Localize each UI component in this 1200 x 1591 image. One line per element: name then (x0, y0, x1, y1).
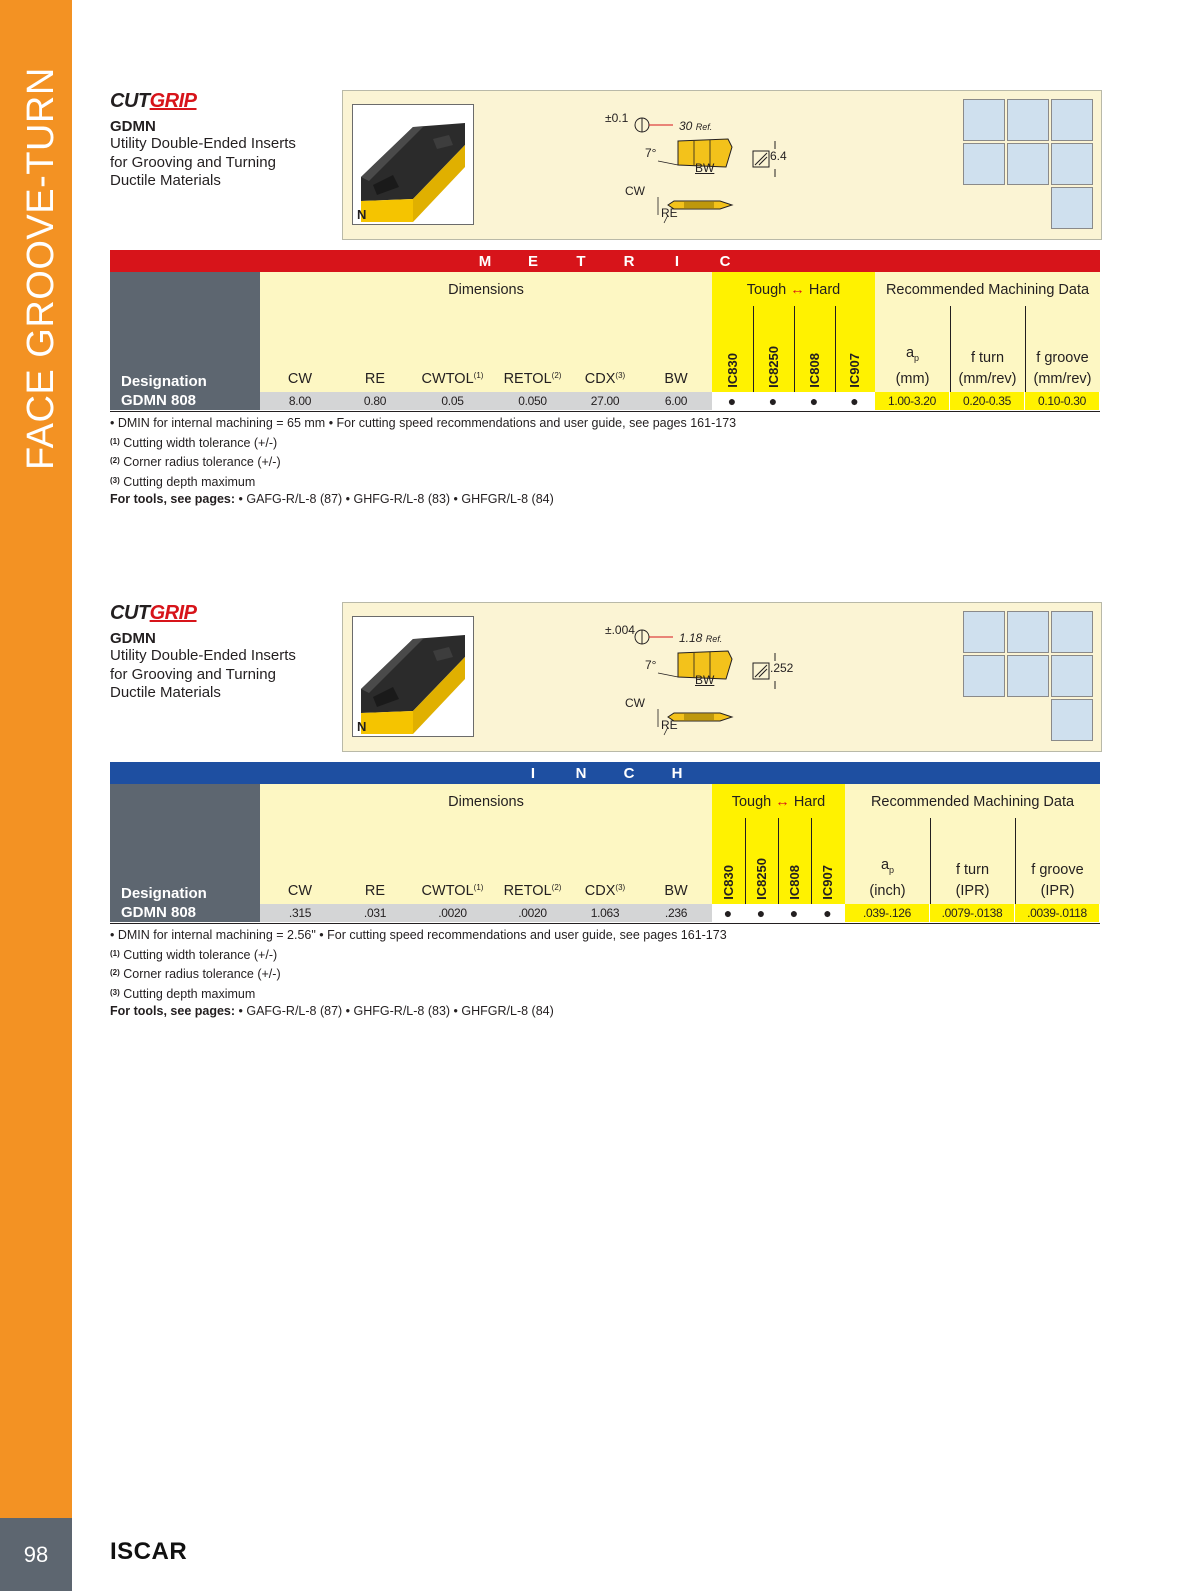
ap-sub: p (914, 353, 920, 363)
photo-label: N (357, 719, 367, 734)
col-cwtol (410, 365, 495, 390)
col-retol (495, 877, 570, 902)
back-turn-icon (1051, 143, 1093, 185)
grade-availability-icon: ● (753, 392, 793, 410)
grade-separator (811, 818, 812, 904)
note-3-sup: (3) (110, 987, 120, 997)
drawing-angle: 7° (645, 658, 657, 672)
band-letter: T (576, 252, 586, 270)
grade-ic808: IC808 (786, 865, 802, 900)
machining-title: Recommended Machining Data (885, 282, 1090, 298)
insert-photo-image (353, 617, 471, 734)
drawing-ref-value: 1.18 (679, 631, 703, 645)
col-fgroove-label: f groove (1031, 862, 1084, 878)
cell-re: .031 (340, 904, 410, 922)
col-cw: CW (287, 883, 313, 899)
grade-availability-icon: ● (811, 904, 844, 922)
col-re: RE (364, 371, 386, 387)
col-fturn-unit: (IPR) (955, 883, 990, 899)
application-icons (963, 99, 1095, 231)
insert-figure-panel (342, 602, 1102, 752)
desc-line: Utility Double-Ended Inserts (110, 135, 296, 152)
turn-face-icon (1051, 99, 1093, 141)
col-bw: BW (664, 371, 688, 387)
cell-ap: .039-.126 (845, 904, 929, 922)
note-1 (110, 945, 727, 965)
machining-separator (1015, 818, 1016, 904)
cdx-sup: (3) (615, 883, 626, 892)
drawing-ref (679, 119, 712, 133)
desc-line: for Grooving and Turning (110, 665, 276, 683)
machining-separator (1025, 306, 1026, 392)
desc-line: Utility Double-Ended Inserts (110, 647, 296, 664)
note-2 (110, 964, 727, 984)
band-letter: C (719, 252, 731, 270)
page-number: 98 (0, 1518, 72, 1591)
tough-hard-arrow-icon: ↔ (790, 282, 805, 298)
cdx-label: CDX (584, 883, 616, 899)
insert-photo (352, 616, 474, 737)
grades-header (712, 272, 875, 392)
tough-hard-title (712, 282, 875, 298)
profile-icon (1007, 655, 1049, 697)
groove-face-icon (1007, 611, 1049, 653)
profile-icon (1007, 143, 1049, 185)
note-3-text: Cutting depth maximum (119, 986, 256, 1001)
flatness-value: .252 (770, 661, 794, 675)
drawing-angle: 7° (645, 146, 657, 160)
tough-hard-title (712, 794, 845, 810)
col-fturn (930, 860, 1015, 902)
groove-face-icon (1007, 99, 1049, 141)
grades-header (712, 784, 845, 904)
col-cwtol (410, 877, 495, 902)
drawing-ref-suffix: Ref. (695, 122, 713, 132)
col-retol (495, 365, 570, 390)
photo-label: N (357, 207, 367, 222)
col-fgroove (1025, 348, 1100, 390)
cell-cwtol: 0.05 (410, 392, 495, 410)
grade-ic907: IC907 (847, 353, 862, 388)
note-1 (110, 433, 736, 453)
note-line: • DMIN for internal machining = 2.56" • For cutting speed recommendations and user guide, see pages 161-173 (110, 928, 727, 942)
desc-line: Ductile Materials (110, 684, 221, 701)
band-letter: M (478, 252, 492, 270)
col-fgroove-unit: (IPR) (1040, 883, 1075, 899)
cell-fturn: 0.20-0.35 (950, 392, 1024, 410)
cdx-label: CDX (584, 371, 616, 387)
internal-groove-icon (963, 655, 1005, 697)
grade-separator (778, 818, 779, 904)
row-designation: GDMN 808 (110, 392, 260, 410)
machining-header (875, 272, 1100, 392)
note-2 (110, 452, 736, 472)
grade-ic8250: IC8250 (765, 346, 781, 388)
designation-header (110, 272, 260, 392)
grade-availability-icon: ● (745, 904, 777, 922)
retol-label: RETOL (503, 371, 552, 387)
tools-list: • GAFG-R/L-8 (87) • GHFG-R/L-8 (83) • GHFGR/L-8 (84) (235, 1004, 554, 1018)
grade-separator (745, 818, 746, 904)
drawing-re: RE (661, 718, 678, 732)
tools-line (110, 491, 736, 509)
note-1-text: Cutting width tolerance (+/-) (119, 435, 278, 450)
table-row (110, 392, 1100, 412)
cell-retol: 0.050 (495, 392, 570, 410)
ap-unit: (inch) (869, 883, 906, 899)
band-letter: E (527, 252, 538, 270)
insert-figure-panel (342, 90, 1102, 240)
groove-plunge-icon (963, 611, 1005, 653)
dimensions-header (260, 272, 712, 392)
insert-photo-image (353, 105, 471, 222)
col-fgroove-unit: (mm/rev) (1033, 371, 1092, 387)
col-cdx (570, 877, 640, 902)
note-3 (110, 472, 736, 492)
cell-cdx: 27.00 (570, 392, 640, 410)
col-fgroove (1015, 860, 1100, 902)
footer-brand: ISCAR (110, 1538, 188, 1565)
note-2-sup: (2) (110, 968, 120, 977)
note-2-sup: (2) (110, 456, 120, 465)
cell-retol: .0020 (495, 904, 570, 922)
note-3-text: Cutting depth maximum (119, 474, 256, 489)
side-title: FACE GROOVE-TURN (20, 67, 62, 470)
cdx-sup: (3) (615, 371, 626, 380)
groove-plunge-icon (963, 99, 1005, 141)
note-1-text: Cutting width tolerance (+/-) (119, 947, 278, 962)
designation-label: Designation (121, 373, 207, 390)
logo-cut: CUT (110, 90, 150, 112)
col-fgroove-label: f groove (1036, 350, 1089, 366)
logo-grip: GRIP (149, 90, 197, 112)
machining-title: Recommended Machining Data (870, 794, 1075, 810)
grade-ic830: IC830 (724, 353, 740, 388)
note-1-sup: (1) (110, 948, 120, 958)
grade-availability-icon: ● (835, 392, 874, 410)
grade-ic907: IC907 (820, 865, 835, 900)
band-letter: R (623, 252, 635, 270)
drawing-bw: BW (695, 673, 715, 687)
drawing-re: RE (661, 206, 678, 220)
col-cw: CW (287, 371, 313, 387)
note-3-sup: (3) (110, 475, 120, 485)
tools-label: For tools, see pages: (110, 492, 236, 506)
col-fturn (950, 348, 1025, 390)
drawing-tolerance: ±0.1 (605, 111, 629, 125)
cell-cw: .315 (260, 904, 340, 922)
note-2-text: Corner radius tolerance (+/-) (119, 967, 281, 981)
band-letter: N (575, 764, 587, 782)
hard-label: Hard (793, 794, 826, 810)
grade-availability-icon: ● (712, 904, 744, 922)
band-letter: H (671, 764, 683, 782)
dimensions-header (260, 784, 712, 904)
product-description (110, 135, 320, 191)
unit-band (110, 762, 1100, 784)
ap-sub: p (889, 865, 895, 875)
grade-ic830: IC830 (720, 865, 736, 900)
designation-header (110, 784, 260, 904)
designation-label: Designation (121, 885, 207, 902)
side-band (0, 0, 72, 1518)
table-header (110, 272, 1100, 392)
application-icons (963, 611, 1095, 743)
cell-bw: 6.00 (640, 392, 712, 410)
cwtol-label: CWTOL (421, 883, 474, 899)
note-1-sup: (1) (110, 436, 120, 446)
band-letter: C (623, 764, 635, 782)
ap-label: a (905, 345, 915, 362)
tools-label: For tools, see pages: (110, 1004, 236, 1018)
dimensions-title: Dimensions (448, 282, 524, 298)
col-bw: BW (664, 883, 688, 899)
grade-availability-icon: ● (778, 904, 810, 922)
ap-label: a (880, 857, 890, 874)
retol-label: RETOL (503, 883, 552, 899)
col-ap (875, 343, 950, 390)
face-profile-icon (1051, 699, 1093, 741)
retol-sup: (2) (551, 883, 562, 892)
ap-unit: (mm) (895, 371, 930, 387)
drawing-tolerance: ±.004 (605, 623, 635, 637)
grade-separator (794, 306, 795, 392)
unit-band (110, 250, 1100, 272)
col-re: RE (364, 883, 386, 899)
col-fturn-label: f turn (970, 350, 1005, 366)
notes (110, 415, 736, 509)
desc-line: for Grooving and Turning (110, 153, 276, 171)
cell-ap: 1.00-3.20 (875, 392, 949, 410)
cell-fturn: .0079-.0138 (930, 904, 1014, 922)
cell-bw: .236 (640, 904, 712, 922)
face-profile-icon (1051, 187, 1093, 229)
cwtol-label: CWTOL (421, 371, 474, 387)
grade-ic8250: IC8250 (753, 858, 769, 900)
product-description (110, 647, 320, 703)
table-row (110, 904, 1100, 924)
retol-sup: (2) (551, 371, 562, 380)
machining-separator (950, 306, 951, 392)
product-code: GDMN (110, 118, 156, 135)
machining-header (845, 784, 1100, 904)
drawing-cw: CW (625, 696, 645, 710)
col-cdx (570, 365, 640, 390)
note-2-text: Corner radius tolerance (+/-) (119, 455, 281, 469)
drawing-ref (679, 631, 722, 645)
drawing-bw: BW (695, 161, 715, 175)
grade-separator (753, 306, 754, 392)
flatness-value: 6.4 (770, 149, 787, 163)
tools-list: • GAFG-R/L-8 (87) • GHFG-R/L-8 (83) • GHFGR/L-8 (84) (235, 492, 554, 506)
tough-label: Tough (746, 282, 787, 298)
cell-cdx: 1.063 (570, 904, 640, 922)
cwtol-sup: (1) (473, 371, 484, 380)
cell-fgroove: .0039-.0118 (1015, 904, 1099, 922)
desc-line: Ductile Materials (110, 172, 221, 189)
logo-cut: CUT (110, 602, 150, 624)
col-fturn-label: f turn (955, 862, 990, 878)
band-letter: I (674, 252, 680, 270)
product-code: GDMN (110, 630, 156, 647)
notes (110, 927, 727, 1021)
tough-hard-arrow-icon: ↔ (775, 794, 790, 810)
drawing-ref-value: 30 (679, 119, 693, 133)
back-turn-icon (1051, 655, 1093, 697)
internal-groove-icon (963, 143, 1005, 185)
hard-label: Hard (808, 282, 841, 298)
turn-face-icon (1051, 611, 1093, 653)
tools-line (110, 1003, 727, 1021)
cell-re: 0.80 (340, 392, 410, 410)
cell-cw: 8.00 (260, 392, 340, 410)
col-fturn-unit: (mm/rev) (958, 371, 1017, 387)
cell-fgroove: 0.10-0.30 (1025, 392, 1099, 410)
row-designation: GDMN 808 (110, 904, 260, 922)
tough-label: Tough (731, 794, 772, 810)
note-3 (110, 984, 727, 1004)
grade-availability-icon: ● (712, 392, 752, 410)
grade-ic808: IC808 (806, 353, 822, 388)
note-line: • DMIN for internal machining = 65 mm • For cutting speed recommendations and user guide, see pages 161-173 (110, 416, 737, 430)
cell-cwtol: .0020 (410, 904, 495, 922)
logo-grip: GRIP (149, 602, 197, 624)
machining-separator (930, 818, 931, 904)
insert-photo (352, 104, 474, 225)
band-letter: I (530, 764, 536, 782)
dimensions-title: Dimensions (448, 794, 524, 810)
grade-separator (835, 306, 836, 392)
drawing-ref-suffix: Ref. (705, 634, 723, 644)
drawing-cw: CW (625, 184, 645, 198)
grade-availability-icon: ● (794, 392, 834, 410)
cwtol-sup: (1) (473, 883, 484, 892)
col-ap (845, 855, 930, 902)
table-header (110, 784, 1100, 904)
